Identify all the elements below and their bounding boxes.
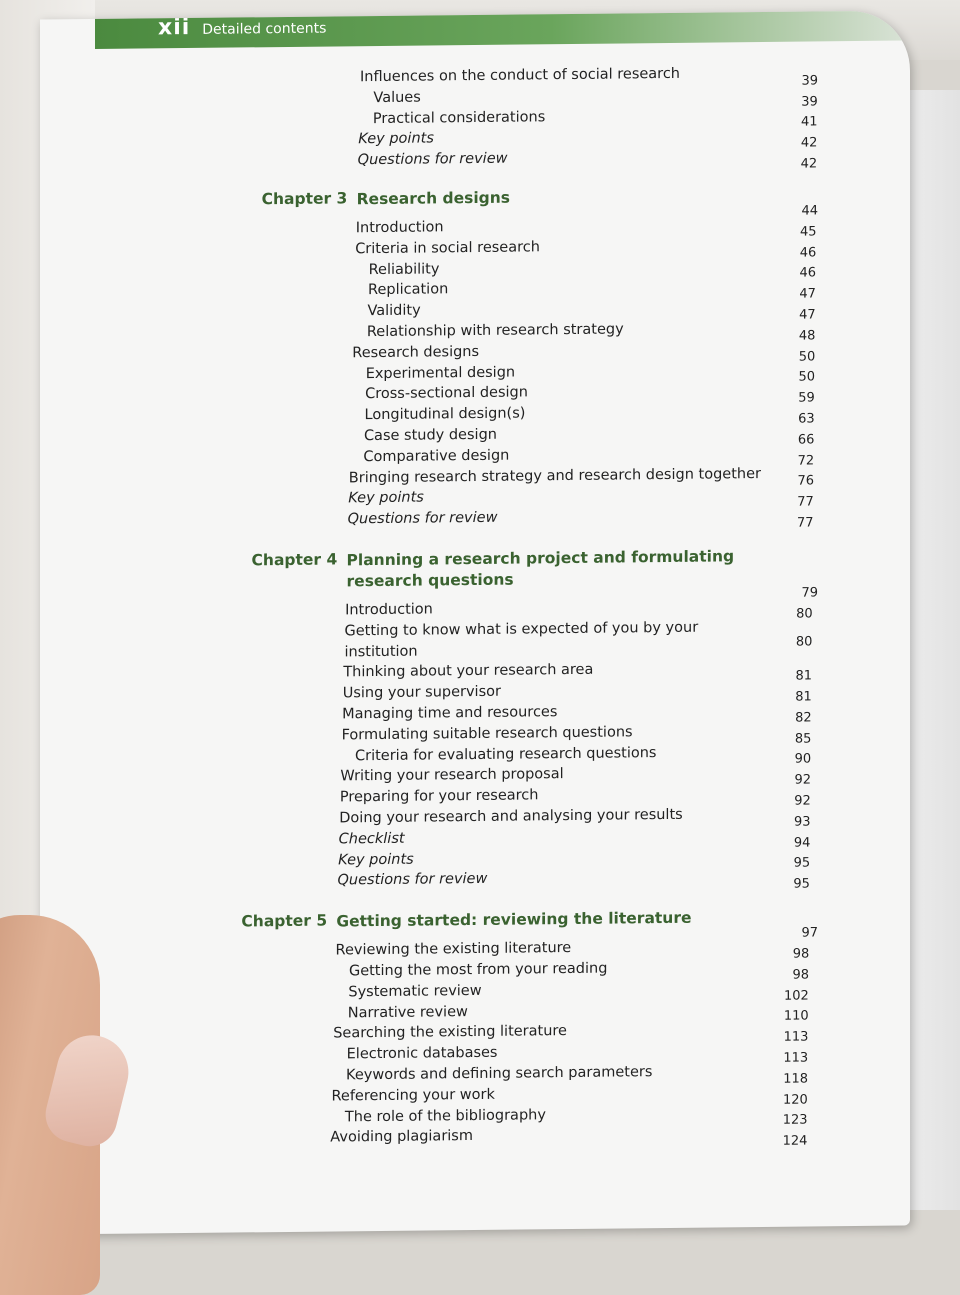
toc-page-number: 46 [799,245,817,261]
running-title: Detailed contents [202,20,327,38]
toc-entry-continuation: institution [344,643,418,660]
toc-entry: Questions for review [337,871,488,889]
toc-page-number: 50 [798,369,816,386]
toc-entry: Searching the existing literature [333,1023,567,1042]
toc-entry: Replication [368,281,449,299]
toc-entry: Reviewing the existing literature [335,940,572,959]
toc-page-number: 50 [798,349,816,365]
toc-page-number: 98 [792,967,810,983]
toc-page-number: 59 [798,390,815,406]
toc-entry: Practical considerations [372,108,546,127]
toc-page-number: 80 [795,634,813,650]
toc-entry: Writing your research proposal [340,766,564,785]
toc-page-number: 39 [801,94,818,110]
toc-page-number: 94 [793,835,811,851]
toc-entry: Relationship with research strategy [366,321,624,341]
toc-page-number: 81 [795,668,813,684]
toc-entry: Criteria for evaluating research questions [354,744,657,764]
toc-entry: Managing time and resources [342,704,558,723]
toc-entry: Key points [358,130,434,148]
toc-page-number: 98 [792,946,810,962]
toc-page-number: 42 [800,156,818,172]
toc-entry: Introduction [355,219,444,237]
chapter-title: Planning a research project and formulating [346,547,735,570]
toc-entry: Influences on the conduct of social research [360,65,680,86]
toc-entry: Using your supervisor [342,683,501,702]
chapter-label: Chapter 4 [251,550,338,570]
toc-page-number: 123 [782,1112,808,1129]
toc-page-number: 42 [800,135,818,151]
toc-entry: Comparative design [363,447,510,465]
toc-entry: Getting the most from your reading [348,960,608,980]
toc-page-number: 102 [784,988,809,1004]
toc-entry: The role of the bibliography [344,1106,546,1125]
toc-page-number: 82 [795,710,812,726]
toc-entry: Experimental design [365,364,516,382]
toc-page-number: 118 [783,1071,809,1087]
toc-page-number: 124 [782,1133,808,1149]
toc-entry: Values [373,89,421,106]
chapter-label: Chapter 5 [241,911,328,931]
toc-entry: Keywords and defining search parameters [346,1064,653,1084]
toc-page-number: 120 [782,1092,808,1108]
toc-entry: Questions for review [347,509,498,528]
toc-page-number: 80 [796,606,813,622]
toc-entry: Bringing research strategy and research design together [348,465,761,486]
toc-page-number: 85 [794,731,812,747]
toc-page-number: 93 [794,814,811,830]
toc-entry: Case study design [363,426,497,445]
toc-page-number: 113 [783,1050,809,1066]
chapter-page-number: 44 [801,203,818,219]
toc-entry: Questions for review [357,150,508,169]
toc-entry: Key points [338,851,414,869]
toc-page-number: 110 [783,1008,809,1025]
toc-entry: Narrative review [347,1003,468,1021]
toc-entry: Systematic review [348,982,482,1001]
toc-page-number: 92 [794,772,811,788]
toc-page-number: 72 [797,453,815,469]
chapter-page-number: 79 [801,585,818,601]
toc-page-number: 77 [797,494,814,510]
toc-entry: Getting to know what is expected of you by your [344,619,699,640]
toc-page-number: 77 [797,515,814,531]
page-folio: xii [158,14,191,41]
toc-page-number: 113 [783,1029,809,1045]
toc-entry: Reliability [368,260,440,278]
toc-entry: Referencing your work [331,1086,495,1105]
toc-page-number: 63 [798,411,815,427]
toc-page-number: 46 [799,265,817,281]
toc-page-number: 95 [793,855,811,872]
toc-entry: Avoiding plagiarism [330,1128,473,1146]
running-header [158,14,326,46]
toc-page-number: 39 [801,73,818,89]
toc-entry: Research designs [352,343,480,362]
chapter-title: research questions [346,570,514,591]
toc-entry: Checklist [338,830,405,848]
toc-page-number: 41 [801,114,818,130]
toc-entry: Preparing for your research [339,787,539,806]
toc-page-number: 81 [795,689,812,705]
toc-page-number: 92 [794,793,811,809]
chapter-label: Chapter 3 [261,189,348,209]
toc-entry: Cross-sectional design [365,384,528,403]
toc-page-number: 76 [797,473,814,490]
toc-page-number: 95 [793,876,810,892]
toc-page-number: 47 [799,286,816,302]
chapter-page-number: 97 [801,925,818,941]
chapter-title: Research designs [356,188,511,209]
toc-page-number: 47 [799,307,816,323]
toc-entry: Key points [348,489,424,507]
toc-entry: Electronic databases [346,1044,498,1063]
toc-page-number: 48 [798,328,816,344]
toc-entry: Validity [367,302,421,320]
toc-page-number: 90 [794,751,812,768]
toc-entry: Longitudinal design(s) [364,405,526,424]
book-page [40,10,910,1234]
toc-entry: Thinking about your research area [343,662,594,681]
toc-entry: Introduction [345,601,433,619]
toc-entry: Doing your research and analysing your results [339,806,683,827]
toc-page-number: 45 [799,224,817,240]
toc-entry: Criteria in social research [355,239,540,258]
toc-entry: Formulating suitable research questions [341,724,633,744]
chapter-title: Getting started: reviewing the literature [336,908,692,931]
toc-page-number: 66 [797,432,815,448]
